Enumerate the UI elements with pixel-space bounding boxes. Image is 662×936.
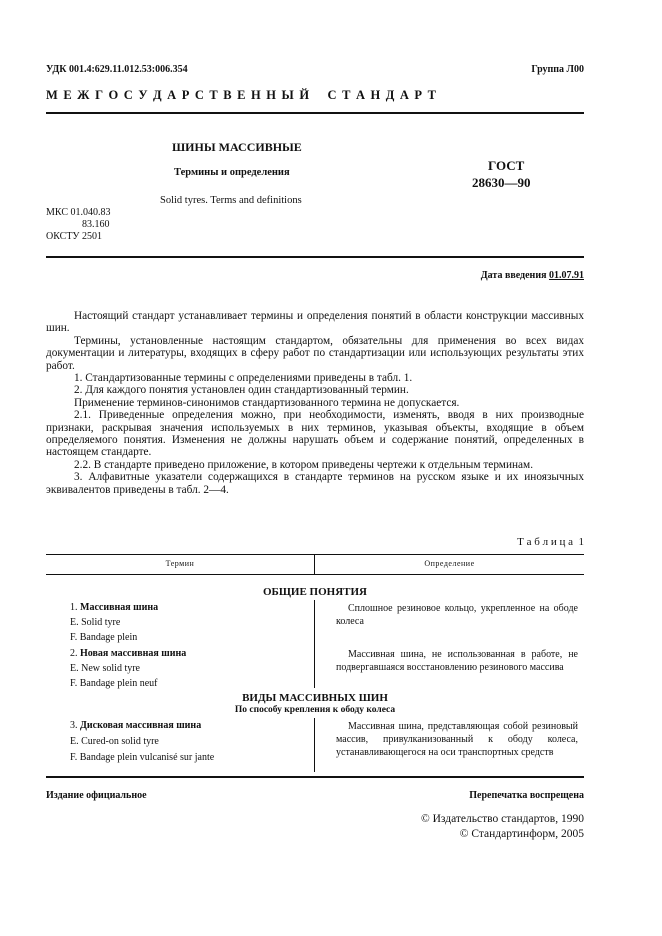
intro-date [481, 270, 584, 281]
standard-banner: М Е Ж Г О С У Д А Р С Т В Е Н Н Ы Й С Т А Н Д А Р Т [46, 88, 438, 102]
english-title: Solid tyres. Terms and definitions [160, 195, 302, 206]
table-row [70, 648, 186, 659]
copyright-line: © Издательство стандартов, 1990 [420, 813, 584, 825]
section-types: ВИДЫ МАССИВНЫХ ШИН [242, 692, 388, 704]
term-name: Массивная шина [80, 602, 159, 613]
table-row [70, 602, 158, 613]
reprint-prohibited-label: Перепечатка воспрещена [469, 790, 584, 801]
document-subtitle: Термины и определения [174, 167, 290, 178]
table-column-divider [314, 600, 315, 688]
okstu-code [46, 231, 102, 242]
body-text [46, 310, 584, 496]
term-name: Дисковая массивная шина [80, 720, 202, 731]
term-french: F. Bandage plein neuf [70, 678, 158, 689]
title-rule [46, 256, 584, 258]
table-caption: Т а б л и ц а 1 [517, 536, 584, 548]
paragraph: 1. Стандартизованные термины с определениями приведены в табл. 1. [74, 372, 413, 385]
paragraph: 3. Алфавитные указатели содержащихся в стандарте терминов на русском языке и их иноязычных эквивалентов приведены в табл. 2—4. [46, 471, 584, 496]
mks-label: МКС [46, 207, 68, 218]
header-rule [46, 112, 584, 114]
table-column-divider [314, 718, 315, 772]
okstu-value: 2501 [82, 231, 103, 242]
table-row [70, 720, 201, 731]
term-definition: Массивная шина, представляющая собой резиновый массив, привулканизованный к ободу колеса, устанавливающегося на оси транспортных средств [336, 721, 578, 758]
term-english: E. New solid tyre [70, 663, 140, 674]
column-header-definition: Определение [424, 559, 475, 568]
document-title: ШИНЫ МАССИВНЫЕ [172, 140, 302, 154]
group-code: Группа Л00 [531, 64, 584, 75]
paragraph: Термины, установленные настоящим стандартом, обязательны для применения во всех видах документации и литературы, входящих в сферу работ по стандартизации или использующих результаты этих работ. [46, 334, 584, 372]
term-number: 1. [70, 602, 78, 613]
intro-date-value: 01.07.91 [549, 270, 584, 281]
paragraph: 2.1. Приведенные определения можно, при необходимости, изменять, вводя в них производные признаки, раскрывая значения используемых в них терминов, указывая объекты, входящие в объем определяемого понятия. Изменения не должны нарушать объем и содержание понятий, определенных в настоящем стандарте. [46, 409, 584, 459]
paragraph: 2. Для каждого понятия установлен один стандартизованный термин. [74, 384, 409, 397]
gost-number: 28630—90 [472, 175, 531, 190]
footer-rule [46, 776, 584, 778]
intro-date-label: Дата введения [480, 270, 547, 281]
term-definition: Массивная шина, не использованная в работе, не подвергавшаяся восстановлению резинового массива [336, 649, 578, 673]
table-header-rule [46, 574, 584, 575]
term-french: F. Bandage plein vulcanisé sur jante [70, 752, 215, 763]
section-types-subtitle: По способу крепления к ободу колеса [234, 705, 396, 715]
term-definition: Сплошное резиновое кольцо, укрепленное на ободе колеса [336, 603, 578, 627]
term-name: Новая массивная шина [80, 648, 187, 659]
official-edition-label: Издание официальное [46, 790, 147, 801]
mks-value-1: 01.040.83 [70, 207, 111, 218]
paragraph: Настоящий стандарт устанавливает термины и определения понятий в области конструкции массивных шин. [46, 310, 584, 335]
paragraph: 2.2. В стандарте приведено приложение, в котором приведены чертежи к отдельным терминам. [74, 458, 534, 471]
udk-code: УДК 001.4:629.11.012.53:006.354 [46, 64, 188, 75]
mks-code [46, 207, 110, 218]
gost-label: ГОСТ [488, 158, 525, 173]
term-english: E. Solid tyre [70, 617, 121, 628]
mks-value-2: 83.160 [82, 219, 110, 230]
table-top-rule [46, 554, 584, 555]
column-header-term: Термин [165, 559, 195, 568]
term-number: 2. [70, 648, 78, 659]
copyright-line: © Стандартинформ, 2005 [459, 828, 584, 840]
okstu-label: ОКСТУ [46, 231, 80, 242]
paragraph: Применение терминов-синонимов стандартизованного термина не допускается. [74, 396, 460, 409]
section-general: ОБЩИЕ ПОНЯТИЯ [262, 586, 367, 598]
term-french: F. Bandage plein [70, 632, 138, 643]
term-number: 3. [70, 720, 78, 731]
term-english: E. Cured-on solid tyre [70, 736, 159, 747]
